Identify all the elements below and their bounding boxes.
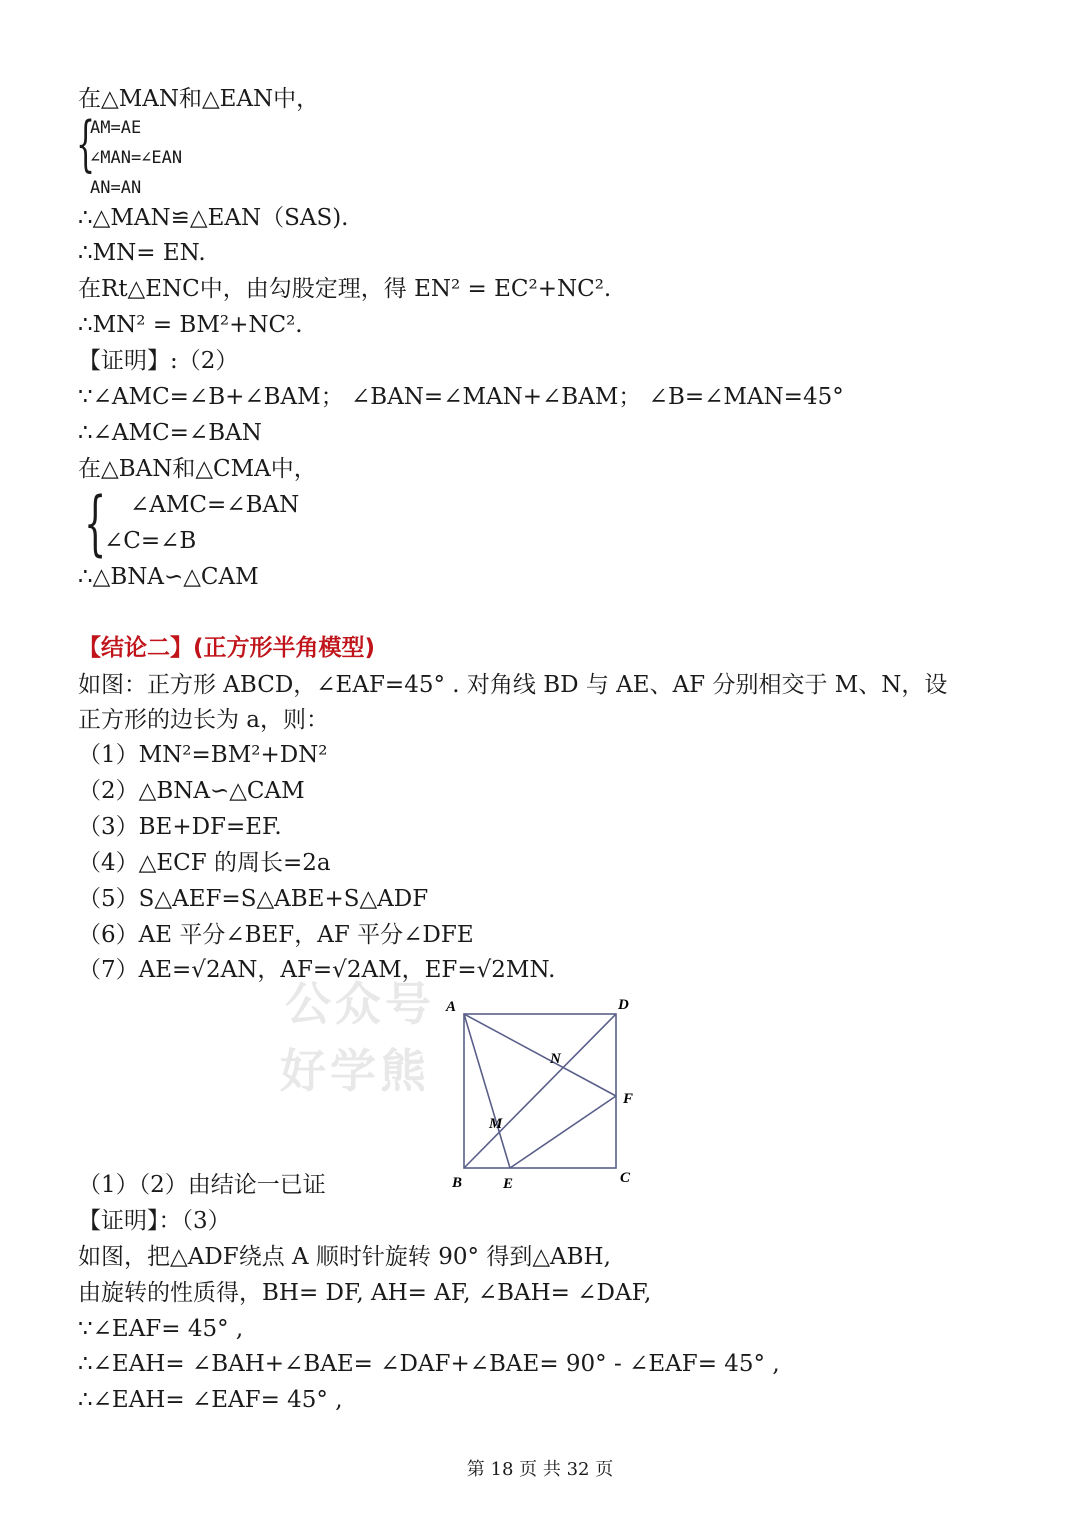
- label-c: C: [620, 1170, 631, 1186]
- square-figure: [440, 990, 660, 1200]
- label-b: B: [452, 1175, 463, 1191]
- label-f: F: [623, 1091, 634, 1107]
- text-line: ∵∠AMC=∠B+∠BAM； ∠BAN=∠MAN+∠BAM； ∠B=∠MAN=45°: [78, 384, 844, 410]
- system-brace: {: [84, 482, 107, 564]
- list-item: （6）AE 平分∠BEF，AF 平分∠DFE: [78, 922, 474, 948]
- list-item: （3）BE+DF=EF.: [78, 814, 282, 840]
- text-line: ∴△BNA∽△CAM: [78, 564, 259, 590]
- proof-heading: 【证明】：（3）: [78, 1208, 231, 1234]
- page-footer: 第 18 页 共 32 页: [466, 1459, 614, 1480]
- list-item: （4）△ECF 的周长=2a: [78, 850, 331, 876]
- segment-ef: [510, 1096, 616, 1168]
- text-line: 在Rt△ENC中，由勾股定理，得 EN² = EC²+NC².: [78, 276, 612, 302]
- list-item: （1）MN²=BM²+DN²: [78, 742, 328, 768]
- watermark-line: 公众号: [285, 977, 435, 1031]
- label-d: D: [618, 997, 629, 1013]
- text-line: ∴MN= EN.: [78, 240, 206, 266]
- text-line: ∵∠EAF= 45° ,: [78, 1316, 244, 1342]
- text-line: ∴MN² = BM²+NC².: [78, 312, 303, 338]
- text-line: 正方形的边长为 a，则：: [78, 707, 330, 733]
- equation-line: ∠MAN=∠EAN: [90, 148, 183, 168]
- label-n: N: [550, 1051, 561, 1067]
- text-line: ∴△MAN≌△EAN（SAS).: [78, 205, 349, 231]
- list-item: （2）△BNA∽△CAM: [78, 778, 305, 804]
- text-line: 由旋转的性质得，BH= DF, AH= AF, ∠BAH= ∠DAF,: [78, 1280, 652, 1306]
- list-item: （5）S△AEF=S△ABE+S△ADF: [78, 886, 429, 912]
- label-e: E: [503, 1176, 514, 1192]
- section-title: 【结论二】(正方形半角模型): [78, 635, 376, 661]
- equation-line: ∠AMC=∠BAN: [130, 492, 300, 518]
- equation-line: AM=AE: [90, 118, 142, 138]
- text-line: 如图，把△ADF绕点 A 顺时针旋转 90° 得到△ABH,: [78, 1244, 611, 1270]
- label-a: A: [446, 999, 457, 1015]
- text-line: ∴∠AMC=∠BAN: [78, 420, 262, 446]
- text-line: （1）（2）由结论一已证: [78, 1172, 326, 1198]
- label-m: M: [489, 1116, 503, 1132]
- watermark-line: 好学熊: [280, 1044, 430, 1098]
- system-brace: {: [76, 109, 96, 179]
- segment-af: [464, 1014, 616, 1096]
- list-item: （7）AE=√2AN，AF=√2AM，EF=√2MN.: [78, 957, 556, 983]
- text-line: ∴∠EAH= ∠BAH+∠BAE= ∠DAF+∠BAE= 90° - ∠EAF= 45° ,: [78, 1351, 780, 1377]
- text-line: 在△MAN和△EAN中，: [78, 86, 320, 112]
- text-line: ∴∠EAH= ∠EAF= 45° ,: [78, 1387, 343, 1413]
- equation-line: ∠C=∠B: [104, 528, 197, 554]
- text-line: 在△BAN和△CMA中，: [78, 456, 317, 482]
- equation-line: AN=AN: [90, 178, 142, 198]
- proof-heading: 【证明】:（2）: [78, 348, 239, 374]
- text-line: 如图：正方形 ABCD，∠EAF=45° . 对角线 BD 与 AE、AF 分别相交于 M、N，设: [78, 672, 948, 698]
